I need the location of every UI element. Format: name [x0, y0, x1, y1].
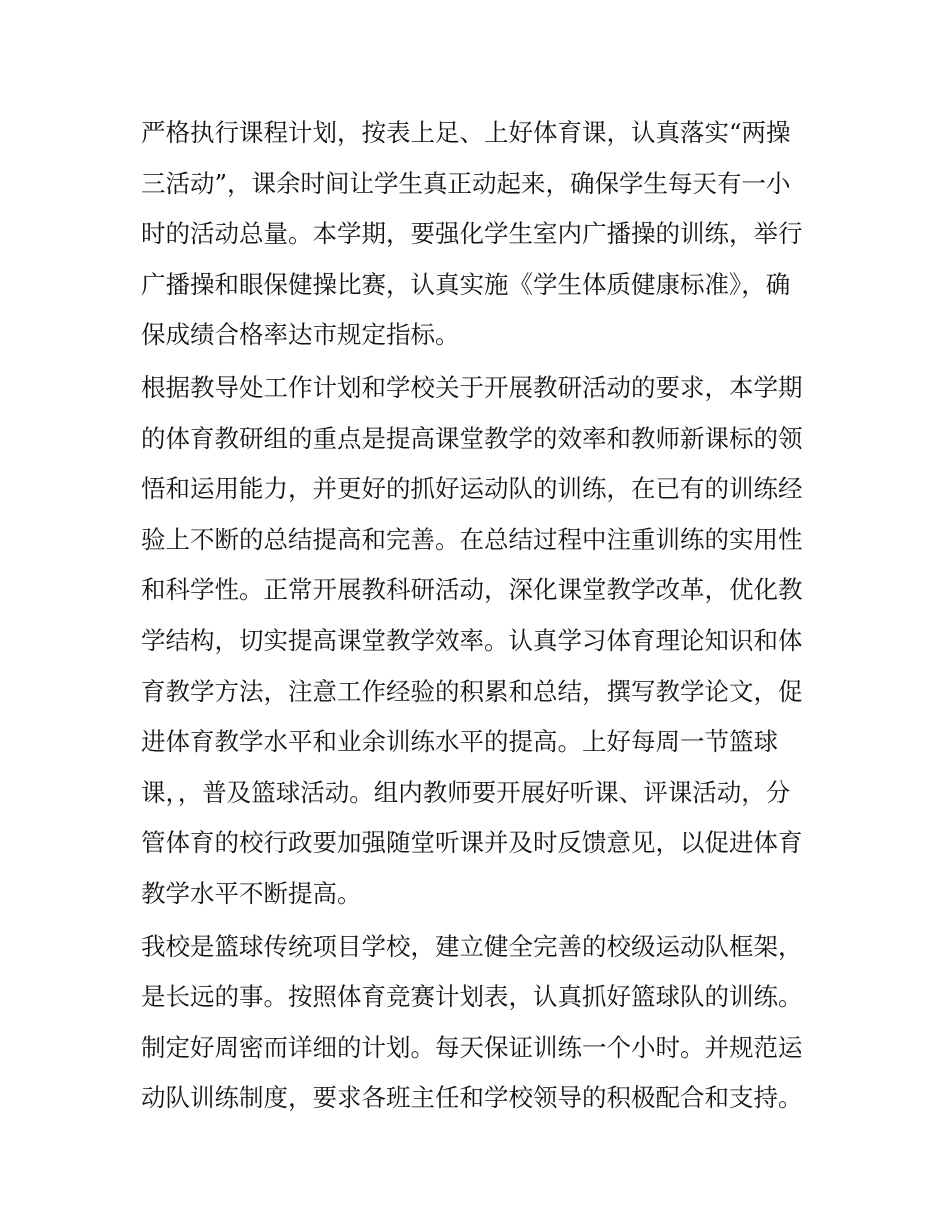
text-line: 根据教导处工作计划和学校关于开展教研活动的要求，本学期	[141, 372, 803, 402]
paragraph-course-plan	[141, 108, 813, 361]
text-line: 进体育教学水平和业余训练水平的提高。上好每周一节篮球	[141, 727, 778, 757]
text-line: 教学水平不断提高。	[141, 878, 362, 908]
text-line: 是长远的事。按照体育竞赛计划表，认真抓好篮球队的训练。	[141, 982, 803, 1012]
text-line: 时的活动总量。本学期，要强化学生室内广播操的训练，举行	[141, 219, 803, 249]
text-line: 三活动”，课余时间让学生真正动起来，确保学生每天有一小	[141, 168, 791, 198]
text-line: 管体育的校行政要加强随堂听课并及时反馈意见，以促进体育	[141, 828, 803, 858]
text-line: 验上不断的总结提高和完善。在总结过程中注重训练的实用性	[141, 524, 803, 554]
text-line: 悟和运用能力，并更好的抓好运动队的训练，在已有的训练经	[141, 474, 803, 504]
text-line: 严格执行课程计划，按表上足、上好体育课，认真落实“两操	[141, 118, 791, 147]
text-line: 学结构，切实提高课堂教学效率。认真学习体育理论知识和体	[141, 625, 803, 655]
text-line: 育教学方法，注意工作经验的积累和总结，撰写教学论文，促	[141, 676, 803, 706]
text-line: 动队训练制度，要求各班主任和学校领导的积极配合和支持。	[141, 1083, 803, 1113]
paragraph-teaching-research	[141, 363, 813, 920]
document-body	[141, 108, 813, 1126]
text-line: 广播操和眼保健操比赛，认真实施《学生体质健康标准》，确	[141, 269, 791, 299]
paragraph-basketball-team	[141, 922, 813, 1124]
text-line: 的体育教研组的重点是提高课堂教学的效率和教师新课标的领	[141, 423, 803, 453]
text-line: 保成绩合格率达市规定指标。	[141, 320, 460, 350]
text-line: 和科学性。正常开展教科研活动，深化课堂教学改革，优化教	[141, 575, 803, 605]
text-line: 课，，普及篮球活动。组内教师要开展好听课、评课活动，分	[141, 777, 791, 807]
text-line: 我校是篮球传统项目学校，建立健全完善的校级运动队框架，	[141, 931, 803, 961]
text-line: 制定好周密而详细的计划。每天保证训练一个小时。并规范运	[141, 1032, 803, 1062]
